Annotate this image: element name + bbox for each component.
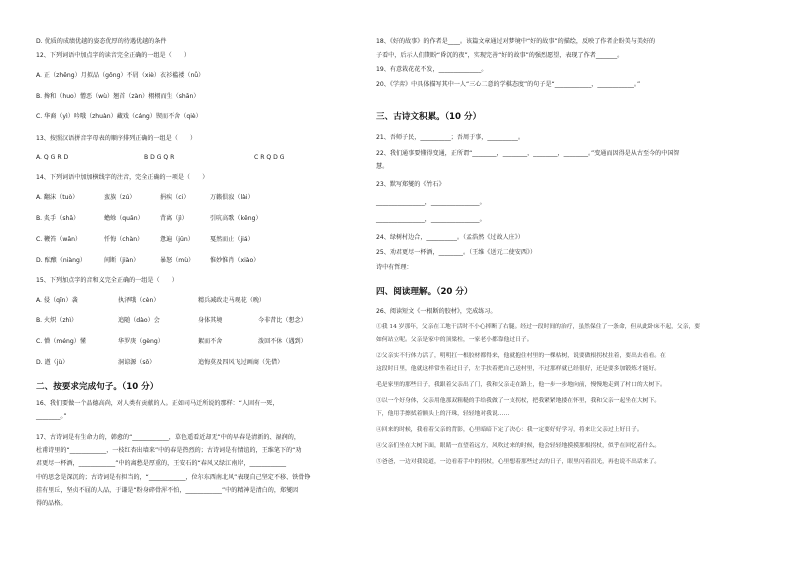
q15-c-2: 华罗庚（gèng） bbox=[118, 338, 164, 345]
q14-b-2: 蟾蜍（quān） bbox=[104, 215, 144, 222]
q15-c-3: 絮而不舍 bbox=[198, 338, 223, 345]
q14-d-4: 惟妙惟肖（xiào） bbox=[210, 257, 260, 264]
passage-line: ①我 14 岁那年，父亲在工地干活时不小心摔断了右腿。经过一段时间的治疗，虽然保住了一条命，但从此卧床不起，父亲，要 bbox=[376, 324, 701, 330]
q17-line-2: 杜甫诗里的“____________，一枝红杏出墙来”中的春是热烈的；古诗词是有情谊的，王维笔下的“劝 bbox=[36, 447, 302, 454]
q12-option-b: B. 搀和（huo）憎恶（wù）翘首（zàn）栩栩而生（shān） bbox=[36, 93, 200, 100]
q23: 23、默写郑燮的《竹石》 bbox=[376, 181, 445, 188]
q15-d-1: D. 遒（jù） bbox=[36, 359, 69, 366]
q25: 25、劝君更尽一杯酒，________。（王维《送元二使安西》） bbox=[376, 249, 537, 256]
passage-line: ④回来的时候，我看着父亲的背影，心里暗暗下定了决心：我一定要好好学习，将来让父亲过上好日子。 bbox=[376, 427, 643, 433]
passage-line: 下，他用手擦拭着额头上的汗珠，轻轻地对我说…… bbox=[376, 411, 510, 417]
q14-d-2: 间断（jiàn） bbox=[104, 257, 140, 264]
section-3-heading: 三、古诗文积累。（10 分） bbox=[376, 112, 482, 122]
q20: 20、《学弈》中具体描写其中一人“三心二意的学棋态度”的句子是“____________，____________。” bbox=[376, 81, 641, 88]
q12-option-a: A. 正（zhēng）月拟品（gōng）不屑（xiè）衣衫褴褛（nǚ） bbox=[36, 72, 205, 79]
q19: 19、有意栽花花不发，______________。 bbox=[376, 66, 488, 73]
q14-a-2: 蛮族（zú） bbox=[104, 194, 136, 201]
section-2-heading: 二、按要求完成句子。（10 分） bbox=[36, 382, 159, 392]
q11-option-d: D. 优质的成绩优越的姿态优厚的待遇优越的条件 bbox=[36, 38, 167, 45]
q14-a-3: 捐疾（ci） bbox=[160, 194, 190, 201]
q15-b-2: 追随（dào）会 bbox=[118, 317, 160, 324]
passage-line: ③以一个好身体，父亲用他那双粗糙的手给我做了一支拐杖，把我紧紧地搂在怀里，我和父亲一起坐在大树下。 bbox=[376, 398, 661, 404]
q25-philosophy-label: 诗中有哲理： bbox=[376, 264, 413, 271]
passage-line: ④父亲们坐在大树下面，眼睛一直望着远方，风吹过来的时候，他会轻轻地摸摸那根拐杖，似乎在回忆着什么。 bbox=[376, 443, 661, 449]
q14-b-3: 背离（jì） bbox=[160, 215, 188, 222]
q21: 21、吾师子民，__________；吾周于事，__________。 bbox=[376, 134, 524, 141]
q17-line-5: 挂有里丘，坚贞不屈的人品，于谦是“粉身碎骨浑不怕，____________”中的精神是清白的，郑燮因 bbox=[36, 487, 299, 494]
q15-b-1: B. 火炽（zhì） bbox=[36, 317, 78, 324]
q14-a-4: 万籁俱寂（lài） bbox=[210, 194, 254, 201]
q23-answer-line-2: ________________，________________。 bbox=[376, 216, 486, 223]
q17-line-1: 17、古诗词是有生命力的，韩愈的“____________，草色遥看近却无”中的早春是清新的、湿润的， bbox=[36, 434, 300, 441]
q14-c-4: 戛然而止（jiá） bbox=[210, 236, 254, 243]
q14-c-3: 惫遍（jūn） bbox=[160, 236, 194, 243]
q18-line-1: 18、《好的故事》的作者是____。该篇文章通过对梦境中“好的故事”的描绘，反映了作者企盼美与美好的 bbox=[376, 38, 656, 45]
q17-line-6: 得的品格。 bbox=[36, 500, 67, 507]
q13-stem: 13、按照汉语拼音字母表的顺序排列正确的一组是（ ） bbox=[36, 135, 197, 142]
q14-d-3: 暴怒（mù） bbox=[160, 257, 195, 264]
q15-b-3: 身体其境 bbox=[198, 317, 223, 324]
q24: 24、绿树村边合，__________。（孟浩然《过故人庄》） bbox=[376, 234, 524, 241]
q12-stem: 12、下列词语中加点字的读音完全正确的一组是（ ） bbox=[36, 52, 191, 59]
passage-line: ⑤爸爸，一边对我说道，一边看着手中的拐杖，心里想着那些过去的日子，眼里闪着泪光，再也说不出话来了。 bbox=[376, 459, 661, 465]
passage-line: ②父亲实不行体力活了，明明扛一根胶材都得来，他就抱住村里的一棵枯树，说要做根拐杖拄着，要出去看看。在 bbox=[376, 353, 666, 359]
q14-b-4: 引吭高歌（kēng） bbox=[210, 215, 262, 222]
passage-line: 毛是家里的那些日子，我跟着父亲出了门，我和父亲走在路上，他一步一步地向前，慢慢地走到了村口的大树下。 bbox=[376, 382, 666, 388]
q14-c-2: 忏悔（chàn） bbox=[104, 236, 144, 243]
q13-option-c: C R Q D G bbox=[254, 154, 285, 161]
q14-b-1: B. 炙手（shā） bbox=[36, 215, 80, 222]
q15-stem: 15、下列加点字的音和义完全正确的一组是（ ） bbox=[36, 277, 178, 284]
q15-c-1: C. 懵（méng）懂 bbox=[36, 338, 86, 345]
q15-b-4: 今非昔比（想念） bbox=[258, 317, 307, 324]
section-4-heading: 四、阅读理解。（20 分） bbox=[376, 287, 473, 297]
q15-a-3: 精兵减政走马观花（晚） bbox=[198, 297, 266, 304]
q23-answer-line-1: ________________，________________。 bbox=[376, 199, 486, 206]
q14-d-1: D. 酝酿（niàng） bbox=[36, 257, 86, 264]
q13-option-b: B D G Q R bbox=[144, 154, 175, 161]
q14-a-1: A. 翻沫（tuò） bbox=[36, 194, 79, 201]
q17-line-4: 中的思念是深沉的；古诗词是有担当的，“____________，位尔东西南北风”表现自己坚定不移、铁骨铮 bbox=[36, 474, 311, 481]
passage-line: 这段时日里，他就这样常坐着过日子，左手扶着把自己送村里，不过那样就已经很好，还是要多加锻炼才能好。 bbox=[376, 366, 661, 372]
q15-d-3: 追悔莫及四风飞过画商（先借） bbox=[198, 359, 284, 366]
q12-option-c: C. 华裔（yì）吟哦（zhuàn）藏戏（cáng）锲而不舍（qiè） bbox=[36, 113, 202, 120]
q16-line-1: 16、我们要做一个品德高尚，对人类有贡献的人。正如司马迁所说的那样：“人固有一死， bbox=[36, 400, 279, 407]
q22-line-2: 慧。 bbox=[376, 163, 389, 170]
q22-line-1: 22、我们通事要懂得变通，正所谓“________，________，________，________。”变通而因得是从古至今的中国智 bbox=[376, 150, 680, 157]
q14-stem: 14、下列词语中加加横线字的注音，完全正确的一项是（ ） bbox=[36, 174, 209, 181]
q15-c-4: 泼回不休（遇到） bbox=[258, 338, 307, 345]
passage-line: 如何站立呢。父亲是家中的顶梁柱，一家老小都靠他过日子。 bbox=[376, 337, 533, 343]
q15-a-2: 执泽哦（cèn） bbox=[118, 297, 160, 304]
q15-d-2: 洞谅源（sō） bbox=[118, 359, 156, 366]
q18-line-2: 子看中，后示人们期盼“昏沉的夜”，实现完善“好的故事”的强烈愿望，表现了作者_______。 bbox=[376, 52, 624, 59]
q14-c-1: C. 鞭笞（wān） bbox=[36, 236, 82, 243]
q15-a-1: A. 侵（qīn）袭 bbox=[36, 297, 78, 304]
q13-option-a: A. Q G R D bbox=[36, 154, 69, 161]
q26-stem: 26、阅读短文《一根断的胶材》，完成练习。 bbox=[376, 308, 497, 315]
q16-line-2: ________。” bbox=[36, 413, 67, 420]
q17-line-3: 君更尽一杯酒，____________”中的离愁是厚重的，王安石的“春风又绿江南岸，____________ bbox=[36, 460, 287, 467]
